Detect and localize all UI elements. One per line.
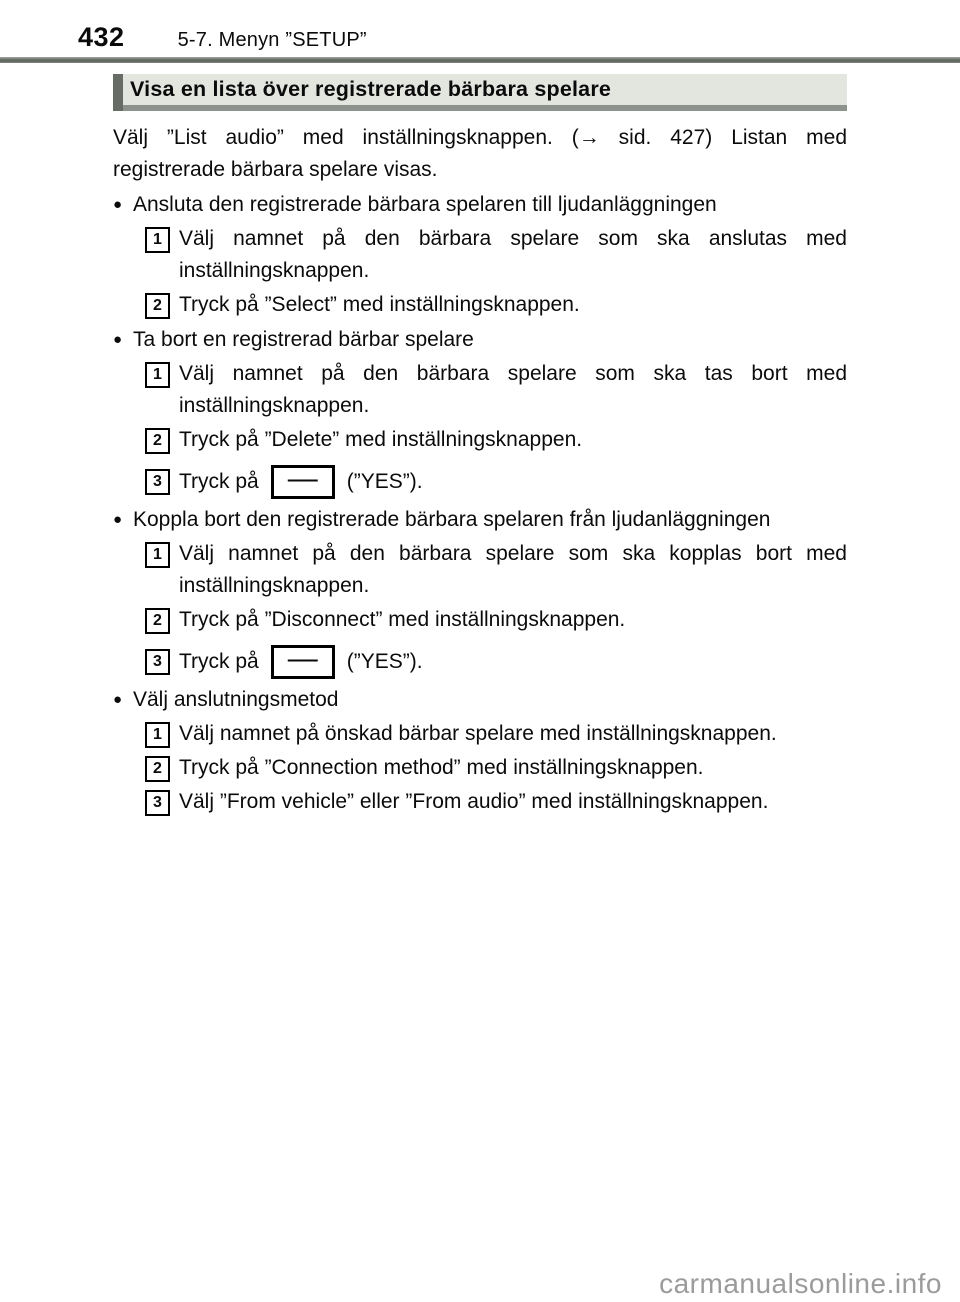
step-text: Tryck på ”Select” med inställningsknappen.	[179, 293, 580, 316]
bullet-label: Ansluta den registrerade bärbara spelaren till ljudanläggningen	[133, 193, 717, 216]
section-title: 5-7. Menyn ”SETUP”	[177, 29, 367, 51]
step-item	[145, 642, 847, 679]
bullet-label: Koppla bort den registrerade bärbara spelaren från ljudanläggningen	[133, 508, 771, 531]
step-number-box: 3	[145, 649, 170, 675]
step-item	[145, 752, 847, 784]
heading-accent-bar	[113, 74, 123, 111]
watermark: carmanualsonline.info	[659, 1268, 942, 1299]
step-item	[145, 358, 847, 422]
step-number-box: 2	[145, 428, 170, 454]
step-number-box: 1	[145, 722, 170, 748]
step-number-box: 1	[145, 227, 170, 253]
bullet-icon: ●	[113, 331, 123, 348]
topic-heading	[113, 74, 847, 111]
step-text-post: (”YES”).	[346, 650, 423, 673]
step-item	[145, 289, 847, 321]
step-item	[145, 604, 847, 636]
step-text: Välj namnet på den bärbara spelare som ska kopplas bort med inställningsknappen.	[179, 542, 847, 597]
dash-icon: —	[287, 462, 318, 495]
step-item	[145, 424, 847, 456]
dash-icon: —	[287, 642, 318, 675]
step-item	[145, 538, 847, 602]
intro-paragraph: Välj ”List audio” med inställningsknappen. (→ sid. 427) Listan med registrerade bärbara spelare visas.	[113, 126, 847, 181]
step-number-box: 2	[145, 293, 170, 319]
step-text: Tryck på ”Disconnect” med inställningsknappen.	[179, 608, 626, 631]
header-divider	[0, 57, 960, 63]
step-text: Tryck på ”Connection method” med inställningsknappen.	[179, 756, 704, 779]
step-text: Välj namnet på den bärbara spelare som ska anslutas med inställningsknappen.	[179, 227, 847, 282]
bullet-icon: ●	[113, 196, 123, 213]
step-item	[145, 462, 847, 499]
step-text: Välj namnet på önskad bärbar spelare med inställningsknappen.	[179, 722, 777, 745]
dash-button-box	[271, 642, 335, 679]
page-header	[78, 22, 367, 53]
step-text: Tryck på ”Delete” med inställningsknappen.	[179, 428, 583, 451]
dash-button-box	[271, 462, 335, 499]
step-text	[179, 642, 847, 679]
step-number-box: 1	[145, 362, 170, 388]
step-item	[145, 223, 847, 287]
bullet-label: Ta bort en registrerad bärbar spelare	[133, 328, 474, 351]
step-number-box: 3	[145, 790, 170, 816]
step-text-pre: Tryck på	[179, 650, 259, 673]
step-text-post: (”YES”).	[346, 470, 423, 493]
step-number-box: 2	[145, 756, 170, 782]
step-text: Välj ”From vehicle” eller ”From audio” med inställningsknappen.	[179, 790, 769, 813]
step-number-box: 2	[145, 608, 170, 634]
bullet-item-connect	[113, 189, 847, 221]
bullet-item-delete	[113, 324, 847, 356]
page-content	[113, 74, 847, 818]
bullet-icon: ●	[113, 511, 123, 528]
page-number: 432	[78, 22, 125, 52]
bullet-label: Välj anslutningsmetod	[133, 688, 339, 711]
bullet-icon: ●	[113, 691, 123, 708]
step-text: Välj namnet på den bärbara spelare som ska tas bort med inställningsknappen.	[179, 362, 847, 417]
topic-heading-text: Visa en lista över registrerade bärbara spelare	[130, 77, 612, 101]
step-number-box: 1	[145, 542, 170, 568]
bullet-item-connection-method	[113, 684, 847, 716]
step-item	[145, 786, 847, 818]
step-item	[145, 718, 847, 750]
step-text-pre: Tryck på	[179, 470, 259, 493]
step-number-box: 3	[145, 469, 170, 495]
bullet-item-disconnect	[113, 504, 847, 536]
step-text	[179, 462, 847, 499]
